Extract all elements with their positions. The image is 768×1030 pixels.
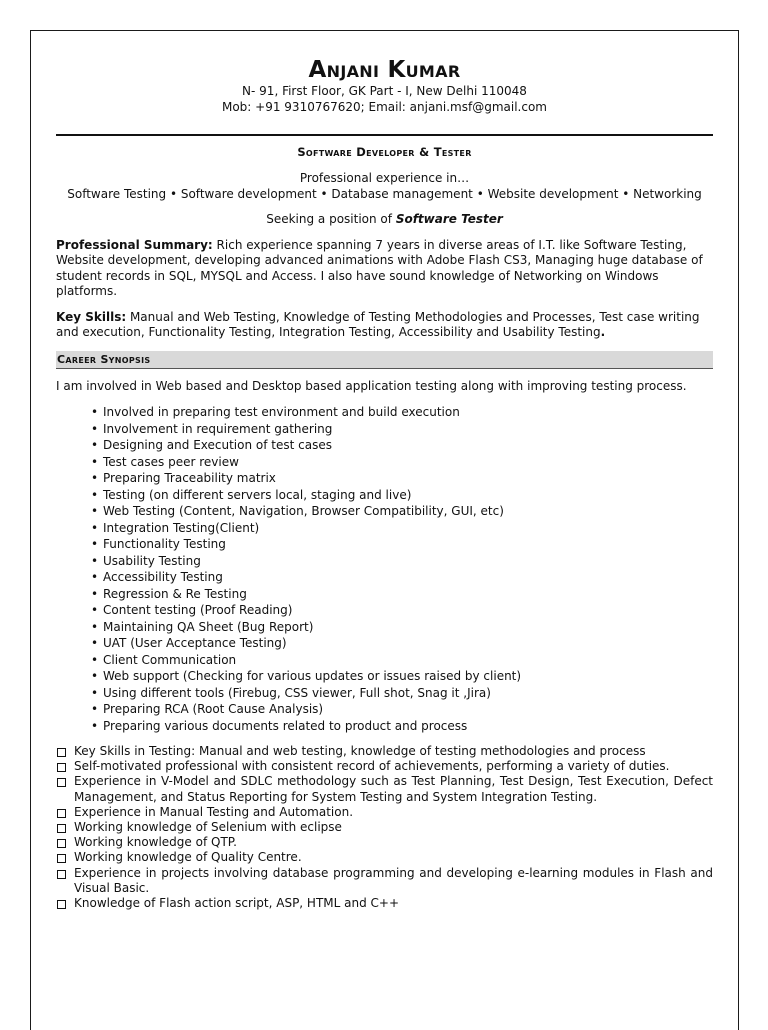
career-duty-text: Test cases peer review [103,454,239,469]
bullet-dot-icon: • [91,586,99,601]
career-duty-item [91,404,713,421]
career-highlight-text: Self-motivated professional with consistent record of achievements, performing a variety of duties. [74,759,670,774]
career-intro: I am involved in Web based and Desktop based application testing along with improving testing process. [56,378,687,393]
address: N- 91, First Floor, GK Part - I, New Delhi 110048 [242,84,527,98]
career-duty-text: Involvement in requirement gathering [103,421,333,436]
square-bullet-icon [57,870,66,879]
career-duty-item [91,652,713,669]
square-bullet-icon [57,809,66,818]
career-synopsis-heading: Career Synopsis [56,351,713,369]
career-duty-item [91,487,713,504]
career-duty-text: Web support (Checking for various updates or issues raised by client) [103,669,522,683]
bullet-dot-icon: • [91,669,99,683]
career-highlight-text: Experience in V-Model and SDLC methodology such as Test Planning, Test Design, Test Execution, Defect Management, and Status Reporting for System Testing and System Integration Testing. [74,774,713,804]
bullet-dot-icon: • [91,619,99,634]
role-title: Software Developer & Tester [297,145,472,159]
bullet-dot-icon: • [91,553,99,568]
bullet-dot-icon: • [91,405,99,419]
career-highlight-item [56,744,713,759]
career-duty-text: Usability Testing [103,553,201,568]
career-duty-text: Using different tools (Firebug, CSS viewer, Full shot, Snag it ,Jira) [103,685,491,700]
career-highlight-text: Knowledge of Flash action script, ASP, HTML and C++ [74,896,400,911]
career-duty-text: Designing and Execution of test cases [103,438,332,452]
career-duty-item [91,668,713,685]
career-highlight-item [56,774,713,804]
career-duty-item [91,503,713,520]
career-highlights-list [56,744,713,911]
header-divider [56,134,713,136]
bullet-dot-icon: • [91,603,99,617]
career-duty-item [91,619,713,636]
career-duty-text: Content testing (Proof Reading) [103,603,293,617]
bullet-dot-icon: • [91,636,99,650]
experience-areas: Software Testing • Software development • Database management • Website development • Networking [67,186,702,201]
key-skills-label: Key Skills: [56,309,127,324]
seeking-line [56,212,713,228]
career-duty-item [91,586,713,603]
career-duty-item [91,437,713,454]
seeking-position: Software Tester [395,212,503,226]
summary-label: Professional Summary: [56,237,213,252]
career-duty-text: Preparing Traceability matrix [103,471,276,485]
career-duty-text: Accessibility Testing [103,570,223,584]
career-duty-text: UAT (User Acceptance Testing) [103,636,287,650]
career-duty-item [91,635,713,652]
key-skills-text: Manual and Web Testing, Knowledge of Testing Methodologies and Processes, Test case writing and execution, Functionality Testing, Integration Testing, Accessibility and Usability Testing [56,309,700,339]
career-duty-text: Web Testing (Content, Navigation, Browser Compatibility, GUI, etc) [103,504,504,518]
bullet-dot-icon: • [91,570,99,584]
career-highlight-text: Working knowledge of QTP. [74,835,237,850]
career-duty-text: Testing (on different servers local, staging and live) [103,487,412,502]
square-bullet-icon [57,748,66,757]
career-duty-item [91,421,713,438]
career-duty-item [91,569,713,586]
bullet-dot-icon: • [91,471,99,485]
career-duty-text: Maintaining QA Sheet (Bug Report) [103,619,314,634]
bullet-dot-icon: • [91,454,99,469]
square-bullet-icon [57,824,66,833]
square-bullet-icon [57,763,66,772]
bullet-dot-icon: • [91,421,99,436]
bullet-dot-icon: • [91,487,99,502]
key-skills [56,310,713,341]
square-bullet-icon [57,900,66,909]
square-bullet-icon [57,778,66,787]
career-duty-text: Preparing various documents related to product and process [103,718,468,733]
square-bullet-icon [57,839,66,848]
bullet-dot-icon: • [91,520,99,535]
bullet-dot-icon: • [91,685,99,700]
contact-info: Mob: +91 9310767620; Email: anjani.msf@gmail.com [221,99,547,114]
career-duty-item [91,602,713,619]
bullet-dot-icon: • [91,504,99,518]
career-duty-text: Regression & Re Testing [103,586,247,601]
summary-text: Rich experience spanning 7 years in diverse areas of I.T. like Software Testing, Website development, developing advanced animations with Adobe Flash CS3, Managing huge database of student records in SQL, MYSQL and Access. I also have sound knowledge of Networking on Windows platforms. [56,237,703,298]
square-bullet-icon [57,854,66,863]
career-duty-text: Functionality Testing [103,537,226,551]
career-duties-list [56,404,713,734]
bullet-dot-icon: • [91,718,99,733]
career-highlight-item [56,820,713,835]
seeking-prefix: Seeking a position of [266,212,396,226]
career-duty-item [91,718,713,735]
career-highlight-item [56,835,713,850]
career-duty-item [91,701,713,718]
key-skills-end: . [600,325,606,339]
bullet-dot-icon: • [91,652,99,667]
career-duty-text: Preparing RCA (Root Cause Analysis) [103,702,324,716]
career-highlight-text: Experience in Manual Testing and Automation. [74,804,354,819]
career-highlight-item [56,850,713,865]
career-duty-text: Client Communication [103,652,237,667]
career-duty-item [91,470,713,487]
career-highlight-text: Experience in projects involving database programming and developing e-learning modules in Flash and Visual Basic. [74,865,713,895]
career-highlight-item [56,896,713,911]
career-highlight-text: Working knowledge of Quality Centre. [74,850,302,865]
professional-summary [56,238,713,300]
resume-page [30,30,739,1030]
resume-content [56,56,713,911]
career-duty-item [91,520,713,537]
bullet-dot-icon: • [91,537,99,551]
career-highlight-text: Working knowledge of Selenium with eclipse [74,820,342,835]
career-duty-item [91,454,713,471]
career-highlight-text: Key Skills in Testing: Manual and web testing, knowledge of testing methodologies and process [74,744,646,758]
bullet-dot-icon: • [91,438,99,452]
career-duty-item [91,685,713,702]
career-duty-item [91,553,713,570]
candidate-name: Anjani Kumar [308,57,461,83]
career-highlight-item [56,866,713,896]
career-duty-item [91,536,713,553]
career-highlight-item [56,805,713,820]
career-highlight-item [56,759,713,774]
bullet-dot-icon: • [91,702,99,716]
career-duty-text: Integration Testing(Client) [103,520,260,535]
career-duty-text: Involved in preparing test environment and build execution [103,405,460,419]
experience-intro: Professional experience in… [299,171,470,185]
